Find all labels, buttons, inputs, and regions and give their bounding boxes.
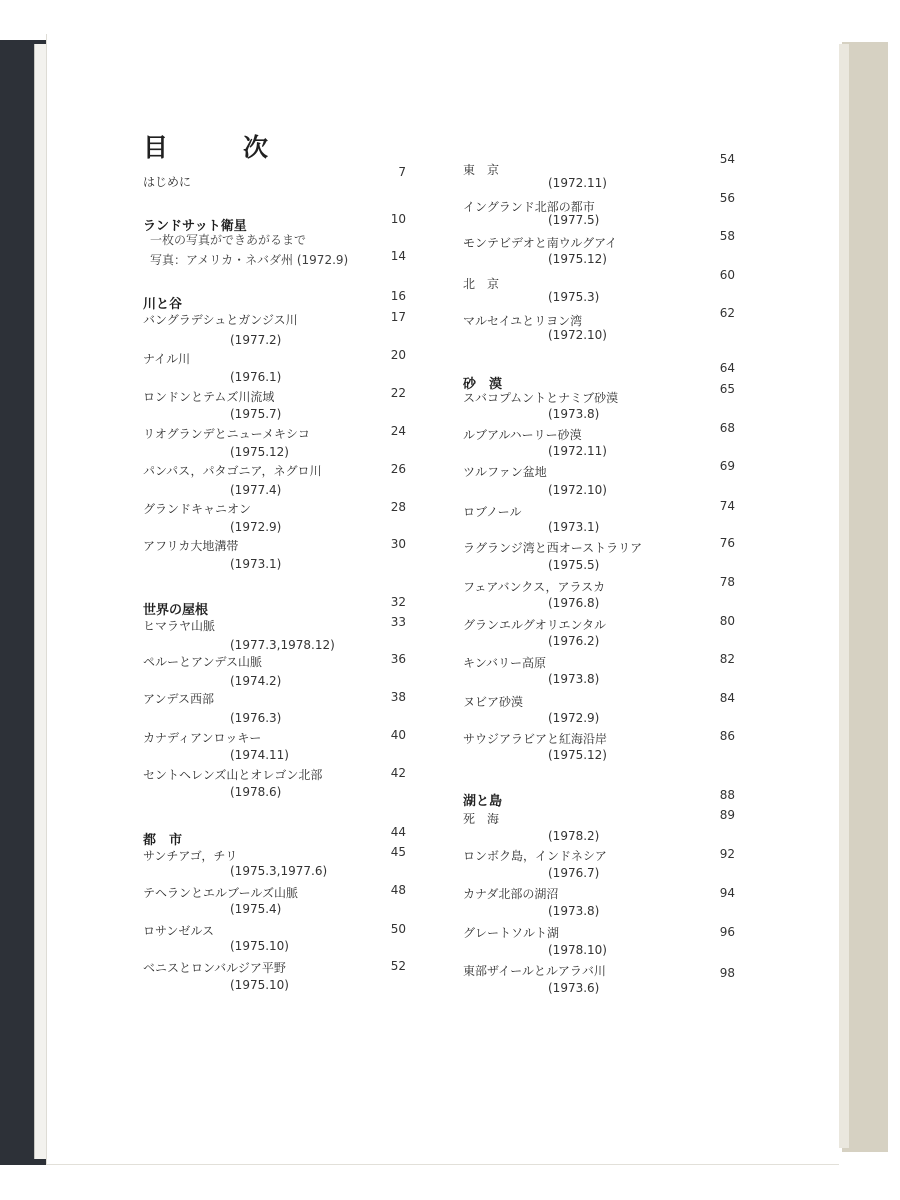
toc-entry-date: (1978.10) [548, 943, 607, 957]
toc-page-number: 69 [719, 459, 735, 473]
toc-entry-date: (1973.1) [230, 557, 282, 571]
toc-entry-date: (1976.7) [548, 866, 600, 880]
toc-entry-date: (1977.2) [230, 333, 282, 347]
toc-entry-title: リオグランデとニューメキシコ [143, 427, 310, 441]
toc-entry-title: ベニスとロンバルジア平野 [143, 961, 286, 975]
toc-page-number: 42 [390, 766, 406, 780]
toc-page-number: 32 [390, 595, 406, 609]
toc-entry-date: (1974.2) [230, 674, 282, 688]
toc-entry-date: (1975.3) [548, 290, 600, 304]
toc-entry-date: (1975.12) [548, 748, 607, 762]
toc-entry-date: (1975.7) [230, 407, 282, 421]
toc-entry-title: スバコプムントとナミブ砂漠 [463, 391, 619, 405]
toc-page-number: 30 [390, 537, 406, 551]
toc-page-number: 92 [719, 847, 735, 861]
toc-page-number: 64 [719, 361, 735, 375]
toc-entry-title: ロンボク島，インドネシア [463, 849, 607, 863]
toc-entry-title: ナイル川 [143, 352, 191, 366]
toc-page-number: 88 [719, 788, 735, 802]
toc-entry-date: (1975.5) [548, 558, 600, 572]
toc-page-number: 86 [719, 729, 735, 743]
toc-entry-title: はじめに [143, 175, 192, 189]
toc-entry-date: (1977.5) [548, 213, 600, 227]
toc-page-number: 50 [390, 922, 406, 936]
toc-page-number: 26 [390, 462, 406, 476]
toc-entry-date: (1977.4) [230, 483, 282, 497]
toc-entry-date: (1972.10) [548, 328, 607, 342]
toc-entry-title: グランドキャニオン [143, 502, 252, 516]
toc-page-number: 58 [719, 229, 735, 243]
toc-page-number: 40 [390, 728, 406, 742]
toc-page-number: 94 [719, 886, 735, 900]
toc-page-number: 48 [390, 883, 406, 897]
toc-page-number: 38 [390, 690, 406, 704]
toc-entry-title: ラグランジ湾と西オーストラリア [463, 541, 643, 555]
toc-entry-title: ロブノール [463, 505, 522, 519]
toc-entry-date: (1976.3) [230, 711, 282, 725]
toc-page-number: 65 [719, 382, 735, 396]
toc-entry-title: マルセイユとリヨン湾 [463, 314, 583, 328]
toc-page-number: 24 [390, 424, 406, 438]
toc-section-heading: 川と谷 [143, 297, 183, 312]
toc-page-number: 54 [719, 152, 735, 166]
toc-section-heading: 世界の屋根 [143, 603, 209, 618]
toc-entry-title: カナディアンロッキー [143, 731, 262, 745]
toc-page-number: 20 [390, 348, 406, 362]
toc-entry-date: (1972.9) [230, 520, 282, 534]
toc-entry-title: パンパス，パタゴニア，ネグロ川 [143, 464, 322, 478]
toc-page-number: 89 [719, 808, 735, 822]
toc-page-number: 78 [719, 575, 735, 589]
toc-section-heading: 都 市 [143, 833, 183, 848]
toc-page-number: 33 [390, 615, 406, 629]
toc-page-number: 36 [390, 652, 406, 666]
toc-entry-title: グランエルグオリエンタル [463, 618, 607, 632]
toc-entry-date: (1973.8) [548, 904, 600, 918]
toc-entry-title: ルブアルハーリー砂漠 [463, 428, 582, 442]
toc-entry-title: モンテビデオと南ウルグアイ [463, 236, 618, 250]
toc-entry-date: (1972.11) [548, 444, 607, 458]
page-title: 目 次 [143, 133, 294, 162]
toc-entry-date: (1973.6) [548, 981, 600, 995]
toc-entry-date: (1978.6) [230, 785, 282, 799]
toc-page-number: 28 [390, 500, 406, 514]
toc-entry-title: サンチアゴ，チリ [143, 849, 238, 863]
toc-page-number: 74 [719, 499, 735, 513]
toc-page-number: 76 [719, 536, 735, 550]
toc-page-number: 45 [390, 845, 406, 859]
toc-entry-date: (1972.10) [548, 483, 607, 497]
toc-entry-title: カナダ北部の湖沼 [463, 887, 559, 901]
toc-entry-title: 東部ザイールとルアラバ川 [463, 964, 606, 978]
toc-entry-title: ペルーとアンデス山脈 [143, 655, 263, 669]
toc-entry-title: 死 海 [463, 812, 500, 826]
toc-entry-date: (1973.8) [548, 407, 600, 421]
toc-entry-title: 東 京 [463, 163, 500, 177]
toc-page-number: 68 [719, 421, 735, 435]
toc-entry-date: (1976.2) [548, 634, 600, 648]
toc-entry-date: (1976.8) [548, 596, 600, 610]
toc-entry-title: テヘランとエルブールズ山脈 [143, 886, 299, 900]
toc-entry-title: ロサンゼルス [143, 924, 215, 938]
toc-entry-title: ロンドンとテムズ川流域 [143, 390, 275, 404]
toc-entry-title: ヌビア砂漠 [463, 695, 524, 709]
toc-entry-title: アフリカ大地溝帯 [143, 539, 239, 553]
toc-page-number: 7 [398, 165, 406, 179]
toc-entry-title: セントヘレンズ山とオレゴン北部 [143, 768, 323, 782]
toc-page-number: 60 [719, 268, 735, 282]
toc-page-number: 80 [719, 614, 735, 628]
toc-entry-title: フェアバンクス，アラスカ [463, 580, 606, 594]
toc-entry-title: グレートソルト湖 [463, 926, 560, 940]
toc-page-number: 82 [719, 652, 735, 666]
toc-entry-title: キンバリー高原 [463, 656, 547, 670]
toc-page-number: 98 [719, 966, 735, 980]
toc-entry-date: (1975.10) [230, 939, 289, 953]
toc-entry-title: 写真：アメリカ・ネバダ州 (1972.9) [150, 253, 349, 267]
toc-entry-title: バングラデシュとガンジス川 [143, 313, 298, 327]
toc-page-number: 84 [719, 691, 735, 705]
toc-section-heading: ランドサット衛星 [143, 219, 247, 234]
toc-page-number: 96 [719, 925, 735, 939]
toc-entry-title: サウジアラビアと紅海沿岸 [463, 732, 608, 746]
toc-page-number: 10 [390, 212, 406, 226]
toc-page-number: 56 [719, 191, 735, 205]
toc-page-number: 62 [719, 306, 735, 320]
toc-section-heading: 砂 漠 [463, 377, 503, 392]
toc-entry-title: ヒマラヤ山脈 [143, 619, 216, 633]
toc-entry-date: (1974.11) [230, 748, 289, 762]
toc-page-number: 16 [390, 289, 406, 303]
toc-entry-date: (1975.4) [230, 902, 282, 916]
toc-entry-date: (1972.11) [548, 176, 607, 190]
toc-entry-date: (1973.8) [548, 672, 600, 686]
toc-entry-date: (1975.12) [548, 252, 607, 266]
toc-entry-date: (1977.3,1978.12) [230, 638, 335, 652]
toc-page-number: 52 [390, 959, 406, 973]
toc-page-number: 17 [390, 310, 406, 324]
toc-entry-title: アンデス西部 [143, 692, 215, 706]
toc-page-number: 22 [390, 386, 406, 400]
toc-entry-title: イングランド北部の都市 [463, 200, 595, 214]
toc-page-number: 44 [390, 825, 406, 839]
toc-entry-title: 一枚の写真ができあがるまで [150, 233, 307, 247]
toc-entry-date: (1973.1) [548, 520, 600, 534]
toc-entry-title: ツルファン盆地 [463, 465, 547, 479]
toc-entry-date: (1975.10) [230, 978, 289, 992]
toc-entry-date: (1978.2) [548, 829, 600, 843]
toc-entry-title: 北 京 [463, 277, 500, 291]
toc-entry-date: (1975.12) [230, 445, 289, 459]
toc-entry-date: (1972.9) [548, 711, 600, 725]
toc-section-heading: 湖と島 [463, 794, 503, 809]
toc-page-number: 14 [390, 249, 406, 263]
toc-entry-date: (1976.1) [230, 370, 282, 384]
toc-entry-date: (1975.3,1977.6) [230, 864, 328, 878]
